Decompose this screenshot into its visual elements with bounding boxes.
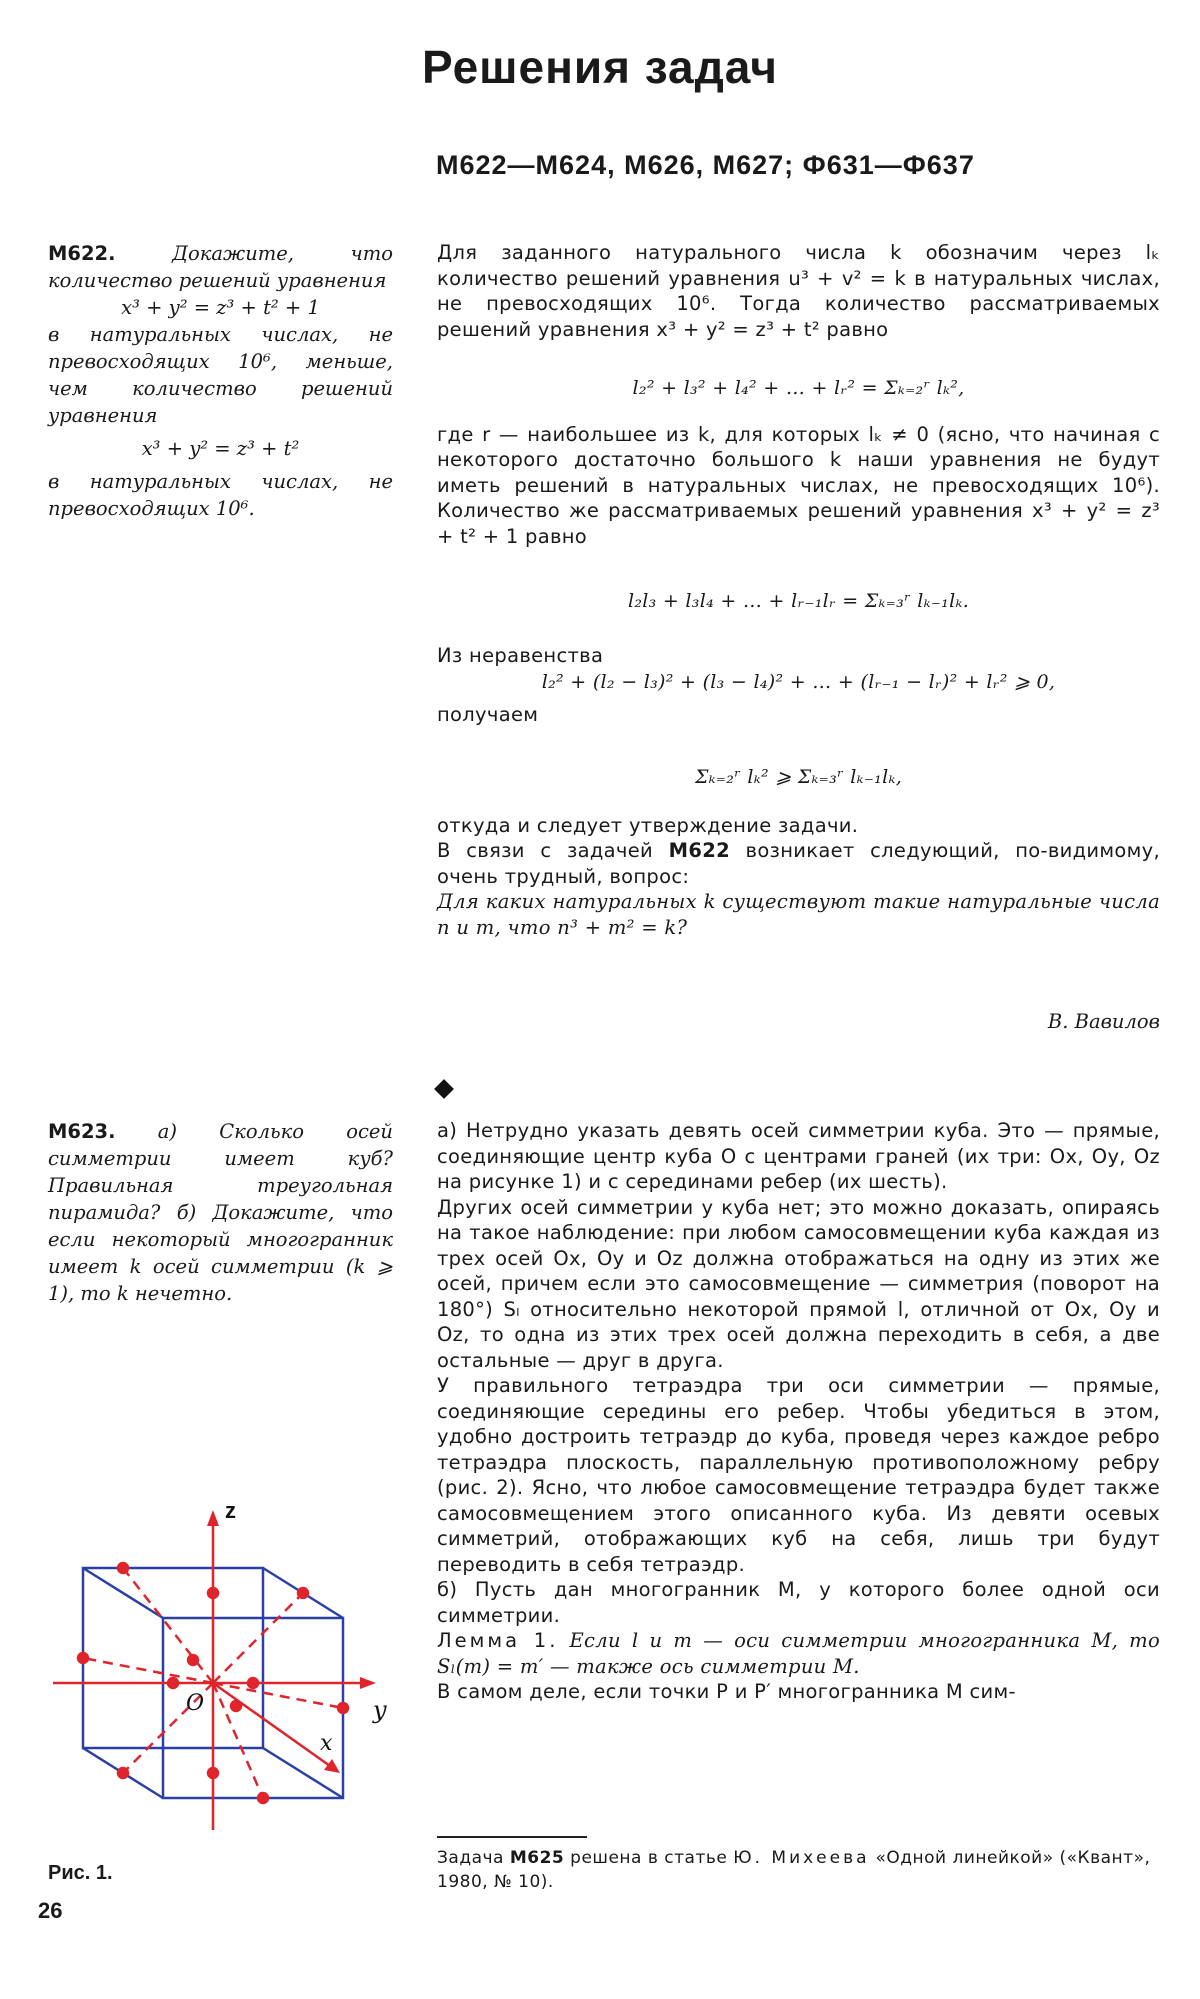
m622-sol-eq3: l₂² + (l₂ − l₃)² + (l₃ − l₄)² + … + (lᵣ₋₁ − lᵣ)² + lᵣ² ⩾ 0, [541, 671, 1056, 693]
m622-sol-p6-post: возникает следующий, по-видимому, очень трудный, вопрос: [437, 839, 1160, 888]
m622-sol-p4: получаем [437, 702, 539, 726]
m623-sol-p4: б) Пусть дан многогранник M, у которого более одной оси симметрии. [437, 1578, 1160, 1627]
figure-caption: Рис. 1. [48, 1862, 113, 1884]
footnote-author: Ю. Михеева [733, 1848, 870, 1868]
footnote-rule [437, 1836, 587, 1838]
m622-solution [437, 240, 1160, 940]
m623-statement-text: а) Сколько осей симметрии имеет куб? Правильная треугольная пирамида? б) Докажите, что если некоторый многогранник имеет k осей симметрии (k ⩾ 1), то k нечетно. [48, 1120, 393, 1305]
axis-x-arrow-icon [324, 1759, 340, 1773]
face-center-dot [208, 1768, 218, 1778]
face-center-dot [168, 1678, 178, 1688]
m623-sol-p2: Других осей симметрии у куба нет; это можно доказать, опираясь на такое наблюдение: при любом самосовмещении куба каждая из трех осей Ox, Oy и Oz должна отображаться на одну из этих же осей, причем если это самосовмещение — симметрия (поворот на 180°) Sₗ относительно некоторой прямой l, отличной от Ox, Oy и Oz, то одна из этих трех осей должна переходить в себя, а две остальные — друг в друга. [437, 1195, 1160, 1372]
cube-symmetry-figure [48, 1500, 408, 1860]
m622-statement-2: в натуральных числах, не превосходящих 10⁶, меньше, чем количество решений уравнения [48, 323, 393, 427]
m623-lemma [437, 1628, 1160, 1679]
m622-sol-p7: Для каких натуральных k существуют такие натуральные числа n и m, что n³ + m² = k? [437, 890, 1160, 939]
m623-solution [437, 1118, 1160, 1705]
edge-midpoint-dot [118, 1768, 128, 1778]
label-y: y [373, 1696, 387, 1724]
label-o: O [186, 1691, 205, 1716]
footnote-code: М625 [509, 1848, 565, 1868]
m622-sol-p6-pre: В связи с задачей [437, 839, 669, 862]
face-center-dot [231, 1701, 241, 1711]
m622-statement [48, 240, 393, 522]
m623-statement [48, 1118, 393, 1307]
axis-y-arrow-icon [360, 1677, 376, 1689]
problem-list-subtitle: М622—М624, М626, М627; Ф631—Ф637 [436, 150, 975, 180]
m622-code: М622. [48, 242, 116, 265]
m622-sol-p6 [437, 838, 1160, 889]
m622-author: В. Вавилов [1047, 1010, 1160, 1033]
m622-sol-eq2: l₂l₃ + l₃l₄ + … + lᵣ₋₁lᵣ = Σₖ₌₃ʳ lₖ₋₁lₖ. [627, 590, 970, 612]
face-center-dot [188, 1655, 198, 1665]
edge-midpoint-dot [78, 1653, 88, 1663]
edge-axis-1 [123, 1568, 213, 1683]
m622-equation-1: x³ + y² = z³ + t² + 1 [121, 296, 320, 319]
cube-edge-top-left [83, 1568, 163, 1618]
symmetry-axes [53, 1510, 376, 1830]
label-x: x [320, 1731, 333, 1756]
footnote-pre: Задача [437, 1848, 510, 1868]
m622-statement-1: Докажите, что количество решений уравнения [48, 242, 393, 292]
m622-sol-p1: Для заданного натурального числа k обозначим через lₖ количество решений уравнения u³ + v² = k в натуральных числах, не превосходящих 10⁶. Тогда количество рассматриваемых решений уравнения x³ + y² = z³ + t² равно [437, 241, 1160, 341]
m622-statement-3: в натуральных числах, не превосходящих 10⁶. [48, 470, 393, 520]
m623-sol-p3: У правильного тетраэдра три оси симметрии — прямые, соединяющие середины его ребер. Чтобы убедиться в этом, удобно достроить тетраэдр до куба, проведя через каждое ребро тетраэдра плоскость, параллельную противоположному ребру (рис. 2). Ясно, что любое самосовмещение тетраэдра будет также самосовмещением этого описанного куба. Из девяти осевых симметрий, отображающих куб на себя, лишь три будут переводить в себя тетраэдр. [437, 1374, 1160, 1576]
edge-midpoint-dot [118, 1563, 128, 1573]
edge-axis-2 [213, 1593, 303, 1683]
m622-equation-2: x³ + y² = z³ + t² [141, 437, 300, 460]
edge-midpoint-dot [338, 1703, 348, 1713]
m623-sol-p5: В самом деле, если точки P и P′ многогранника M сим- [437, 1680, 1016, 1703]
m623-lemma-text: Если l и m — оси симметрии многогранника M, то Sₗ(m) = m′ — также ось симметрии M. [437, 1629, 1160, 1678]
m622-sol-eq1: l₂² + l₃² + l₄² + … + lᵣ² = Σₖ₌₂ʳ lₖ², [632, 377, 965, 399]
m622-sol-p6-code: М622 [668, 839, 730, 862]
face-center-dot [248, 1678, 258, 1688]
footnote-mid: решена в статье [564, 1848, 734, 1868]
m622-sol-eq4: Σₖ₌₂ʳ lₖ² ⩾ Σₖ₌₃ʳ lₖ₋₁lₖ, [694, 766, 903, 788]
page-number: 26 [38, 1898, 63, 1923]
footnote-post: «Одной линейкой» («Квант», 1980, № 10). [437, 1848, 1151, 1892]
m623-sol-p1: а) Нетрудно указать девять осей симметрии куба. Это — прямые, соединяющие центр куба O с центрами граней (их три: Ox, Oy, Oz на рисунке 1) и с серединами ребер (их шесть). [437, 1119, 1160, 1193]
m623-code: М623. [48, 1120, 116, 1143]
section-diamond-icon [434, 1079, 454, 1099]
page-title: Решения задач [422, 41, 778, 93]
label-z: z [225, 1500, 236, 1523]
axis-z-arrow-icon [207, 1510, 219, 1526]
edge-midpoint-dot [258, 1793, 268, 1803]
footnote [437, 1846, 1160, 1894]
edge-midpoint-dot [298, 1588, 308, 1598]
m623-lemma-label: Лемма 1. [437, 1629, 559, 1652]
face-center-dot [208, 1588, 218, 1598]
cube-front-face [83, 1568, 263, 1748]
m622-sol-p2: где r — наибольшее из k, для которых lₖ ≠ 0 (ясно, что начиная с некоторого достаточно большого k наши уравнения не будут иметь решений в натуральных числах, не превосходящих 10⁶). Количество же рассматриваемых решений уравнения x³ + y² = z³ + t² + 1 равно [437, 422, 1160, 548]
m622-sol-p3: Из неравенства [437, 643, 604, 667]
m622-sol-p5: откуда и следует утверждение задачи. [437, 813, 859, 837]
